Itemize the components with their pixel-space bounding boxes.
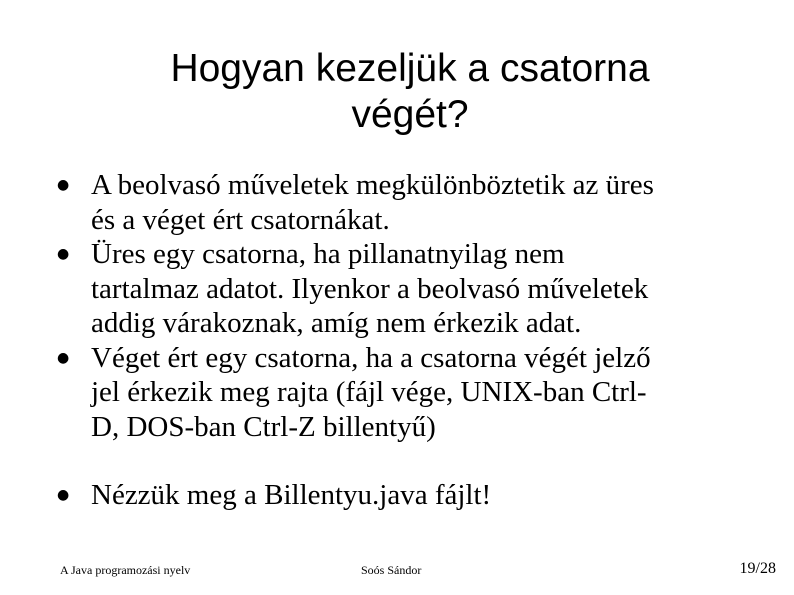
bullet-dot-icon: ●: [57, 246, 70, 262]
bullet-text-line: D, DOS-ban Ctrl-Z billentyű): [91, 410, 436, 443]
bullet-text-line: és a véget ért csatornákat.: [91, 203, 390, 236]
bullet-item: [56, 341, 756, 445]
bullet-text-line: addig várakoznak, amíg nem érkezik adat.: [91, 307, 582, 339]
bullet-text-line: A beolvasó műveletek megkülönböztetik az üres: [91, 169, 654, 201]
bullet-text-line: Véget ért egy csatorna, ha a csatorna végét jelző: [91, 341, 651, 374]
bullet-item: [56, 168, 756, 237]
bullet-text-line: tartalmaz adatot. Ilyenkor a beolvasó műveletek: [91, 272, 649, 305]
bullet-dot-icon: ●: [57, 177, 70, 193]
slide-title: [60, 46, 760, 138]
bullet-text-line: jel érkezik meg rajta (fájl vége, UNIX-ban Ctrl-: [91, 376, 647, 408]
bullet-dot-icon: ●: [57, 487, 70, 503]
footer-page-number: 19/28: [739, 560, 776, 577]
footer-course-name: A Java programozási nyelv: [60, 563, 191, 577]
bullet-list: [56, 168, 756, 513]
bullet-dot-icon: ●: [57, 349, 70, 366]
slide-title-line-1: Hogyan kezeljük a csatorna: [170, 47, 650, 90]
slide-title-line-2: végét?: [351, 93, 469, 136]
footer-author: Soós Sándor: [361, 563, 422, 577]
bullet-text-line: Nézzük meg a Billentyu.java fájlt!: [91, 479, 492, 511]
bullet-item: [56, 478, 756, 513]
bullet-text-line: Üres egy csatorna, ha pillanatnyilag nem: [91, 238, 565, 270]
bullet-item: [56, 237, 756, 341]
